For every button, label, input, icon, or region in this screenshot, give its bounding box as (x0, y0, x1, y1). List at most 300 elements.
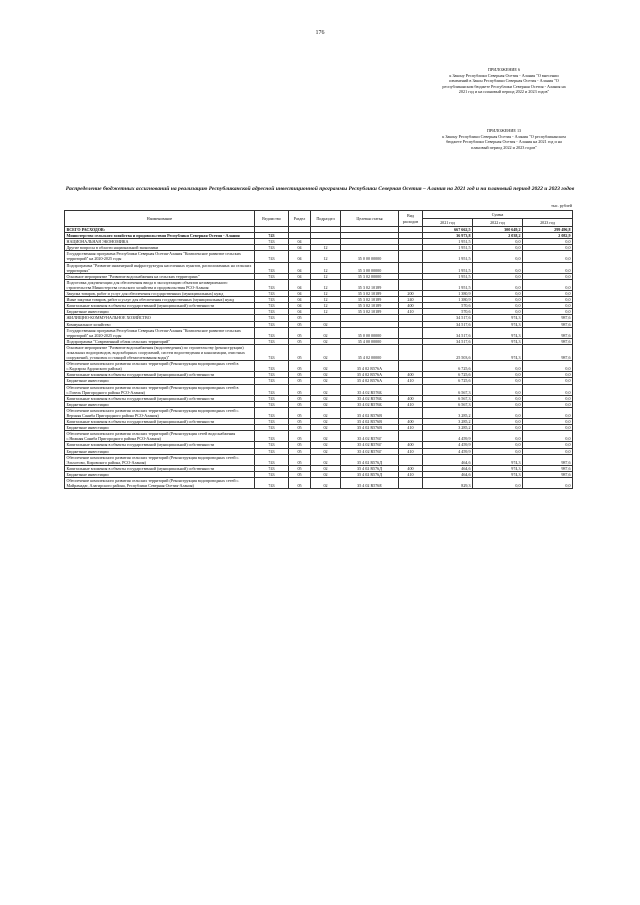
cell-section: 05 (289, 338, 311, 344)
cell-name: ВСЕГО РАСХОДОВ: (65, 227, 255, 233)
header-subsection: Подраздел (311, 211, 341, 227)
cell-target-article: 35 4 02 R576Е (341, 478, 399, 489)
cell-amount-2022: 0,0 (473, 425, 523, 431)
cell-amount-2023: 987,6 (523, 454, 573, 465)
cell-ministry: 743 (255, 291, 289, 297)
cell-amount-2021: 6 567,3 (423, 395, 473, 401)
cell-target-article: 35 3 02 10189 (341, 303, 399, 309)
cell-amount-2022: 0,0 (473, 401, 523, 407)
cell-amount-2022: 974,3 (473, 344, 523, 360)
cell-amount-2021: 4 459,9 (423, 442, 473, 448)
cell-amount-2021: 34 517,6 (423, 327, 473, 338)
cell-ministry: 743 (255, 239, 289, 245)
cell-ministry: 743 (255, 321, 289, 327)
cell-amount-2023: 987,6 (523, 471, 573, 477)
cell-amount-2021: 34 517,6 (423, 321, 473, 327)
cell-section: 04 (289, 297, 311, 303)
table-row (65, 478, 573, 489)
cell-target-article: 35 3 02 10189 (341, 291, 399, 297)
cell-section: 04 (289, 303, 311, 309)
cell-name: Подпрограмма "Развитие инженерной инфраструктуры населенных пунктов, расположенных на сельских территориях" (65, 262, 255, 273)
cell-ministry: 743 (255, 303, 289, 309)
cell-target-article: 35 4 02 R576Д (341, 465, 399, 471)
cell-section: 05 (289, 327, 311, 338)
cell-subsection: 02 (311, 407, 341, 418)
cell-section: 04 (289, 279, 311, 290)
cell-subsection: 12 (311, 262, 341, 273)
cell-amount-2023: 0,0 (523, 361, 573, 372)
cell-amount-2022: 0,0 (473, 419, 523, 425)
cell-expense-type: 410 (399, 471, 423, 477)
cell-amount-2021: 3 285,2 (423, 407, 473, 418)
cell-amount-2021: 1 951,5 (423, 245, 473, 251)
cell-expense-type (399, 431, 423, 442)
cell-amount-2021: 1 951,5 (423, 273, 473, 279)
cell-subsection: 02 (311, 378, 341, 384)
cell-name: Бюджетные инвестиции (65, 471, 255, 477)
cell-amount-2021: 1 951,5 (423, 251, 473, 262)
cell-name: Основное мероприятие "Развитие водоснабжения (водоотведения) по строительству (реконструкции) локальных водопроводов, водозаборных сооружений, систем водоотведения и канализации, очистных сооружений, установок и станций обезжелезивания воды)" (65, 344, 255, 360)
cell-section: 05 (289, 321, 311, 327)
cell-amount-2023: 0,0 (523, 384, 573, 395)
cell-ministry: 743 (255, 407, 289, 418)
cell-amount-2022: 0,0 (473, 262, 523, 273)
cell-ministry: 743 (255, 448, 289, 454)
cell-amount-2023: 0,0 (523, 378, 573, 384)
cell-section: 05 (289, 401, 311, 407)
cell-target-article: 35 4 02 R576Г (341, 442, 399, 448)
cell-amount-2022: 0,0 (473, 309, 523, 315)
cell-target-article: 35 4 02 R576В (341, 425, 399, 431)
cell-amount-2023: 0,0 (523, 442, 573, 448)
cell-amount-2023: 0,0 (523, 401, 573, 407)
cell-amount-2021: 570,6 (423, 303, 473, 309)
cell-expense-type (399, 361, 423, 372)
cell-ministry: 743 (255, 478, 289, 489)
appendix-6-header (440, 67, 568, 95)
cell-amount-2022: 974,3 (473, 315, 523, 321)
cell-section: 04 (289, 262, 311, 273)
cell-amount-2023: 0,0 (523, 431, 573, 442)
cell-name: Капитальные вложения в объекты государственной (муниципальной) собственности (65, 303, 255, 309)
table-row (65, 251, 573, 262)
cell-amount-2023: 299 496,8 (523, 227, 573, 233)
cell-name: Бюджетные инвестиции (65, 401, 255, 407)
cell-amount-2021: 4 459,9 (423, 448, 473, 454)
cell-ministry: 743 (255, 442, 289, 448)
cell-target-article: 35 3 02 10189 (341, 309, 399, 315)
cell-expense-type (399, 327, 423, 338)
cell-name: Капитальные вложения в объекты государственной (муниципальной) собственности (65, 372, 255, 378)
cell-amount-2021: 34 517,6 (423, 338, 473, 344)
cell-section: 04 (289, 291, 311, 297)
cell-amount-2023: 0,0 (523, 372, 573, 378)
cell-amount-2022: 300 649,2 (473, 227, 523, 233)
cell-expense-type (399, 262, 423, 273)
cell-ministry: 743 (255, 465, 289, 471)
cell-expense-type: 410 (399, 425, 423, 431)
cell-expense-type: 240 (399, 297, 423, 303)
cell-section: 05 (289, 448, 311, 454)
cell-name: Обеспечение комплексного развития сельских территорий (Реконструкция водопроводных сетей с. Майрамадаг, Алагирского района, Республики Северная Осетия-Алания) (65, 478, 255, 489)
cell-amount-2021: 570,6 (423, 309, 473, 315)
cell-target-article: 35 4 02 R576А (341, 372, 399, 378)
cell-section: 04 (289, 245, 311, 251)
cell-subsection: 12 (311, 291, 341, 297)
cell-ministry: 743 (255, 425, 289, 431)
cell-amount-2023: 0,0 (523, 309, 573, 315)
cell-section: 05 (289, 471, 311, 477)
cell-expense-type: 410 (399, 401, 423, 407)
header-sum: Сумма (423, 211, 573, 219)
cell-amount-2021: 464,6 (423, 465, 473, 471)
cell-amount-2022: 2 038,2 (473, 233, 523, 239)
cell-target-article: 35 4 02 R576В (341, 419, 399, 425)
cell-amount-2023: 0,0 (523, 251, 573, 262)
cell-name: Закупка товаров, работ и услуг для обеспечения государственных (муниципальных) нужд (65, 291, 255, 297)
cell-expense-type: 400 (399, 372, 423, 378)
cell-amount-2022: 0,0 (473, 372, 523, 378)
cell-target-article: 35 4 02 R576А (341, 378, 399, 384)
cell-expense-type: 400 (399, 465, 423, 471)
cell-subsection: 02 (311, 361, 341, 372)
cell-name: Государственная программа Республики Северная Осетия-Алания "Комплексное развитие сельских территорий" на 2020-2025 годы (65, 327, 255, 338)
cell-section: 05 (289, 315, 311, 321)
appendix-13-header (440, 128, 568, 150)
cell-subsection: 02 (311, 327, 341, 338)
cell-expense-type (399, 407, 423, 418)
cell-amount-2021: 36 973,8 (423, 233, 473, 239)
cell-name: Капитальные вложения в объекты государственной (муниципальной) собственности (65, 419, 255, 425)
cell-amount-2022: 0,0 (473, 251, 523, 262)
table-row (65, 361, 573, 372)
table-row (65, 262, 573, 273)
cell-ministry: 743 (255, 233, 289, 239)
cell-amount-2022: 0,0 (473, 407, 523, 418)
cell-amount-2023: 0,0 (523, 262, 573, 273)
cell-subsection: 02 (311, 448, 341, 454)
cell-amount-2021: 464,6 (423, 471, 473, 477)
cell-amount-2023: 987,6 (523, 327, 573, 338)
cell-target-article: 35 4 02 R576Г (341, 431, 399, 442)
cell-target-article: 35 3 02 10189 (341, 297, 399, 303)
header-2021: 2021 год (423, 219, 473, 227)
cell-target-article: 35 4 02 R576Б (341, 384, 399, 395)
cell-name: Бюджетные инвестиции (65, 448, 255, 454)
cell-target-article: 35 4 02 R576Д (341, 454, 399, 465)
cell-ministry: 743 (255, 344, 289, 360)
cell-expense-type: 410 (399, 309, 423, 315)
cell-expense-type: 400 (399, 303, 423, 309)
cell-ministry: 743 (255, 279, 289, 290)
header-2022: 2022 год (473, 219, 523, 227)
cell-ministry: 743 (255, 361, 289, 372)
cell-ministry: 743 (255, 245, 289, 251)
cell-amount-2022: 974,3 (473, 338, 523, 344)
cell-amount-2022: 0,0 (473, 431, 523, 442)
cell-target-article: 35 4 02 R576Б (341, 395, 399, 401)
cell-section: 05 (289, 454, 311, 465)
cell-ministry: 743 (255, 309, 289, 315)
cell-amount-2023: 0,0 (523, 303, 573, 309)
appendix-13-text: к Закону Республики Северная Осетия - Алания "О республиканском бюджете Республики Северная Осетия - Алания на 2021 год и на плановый период 2022 и 2023 годов" (442, 133, 566, 150)
cell-name: Подготовка документации для обеспечения ввода в эксплуатацию объектов незавершенного строительства Министерства сельского хозяйства и продовольствия РСО-Алания (65, 279, 255, 290)
cell-amount-2023: 987,6 (523, 465, 573, 471)
cell-target-article: 35 4 02 R576В (341, 407, 399, 418)
cell-amount-2023: 0,0 (523, 239, 573, 245)
cell-expense-type (399, 344, 423, 360)
cell-amount-2021: 6 725,6 (423, 378, 473, 384)
cell-expense-type: 410 (399, 378, 423, 384)
table-row (65, 431, 573, 442)
cell-subsection: 02 (311, 478, 341, 489)
cell-amount-2022: 0,0 (473, 245, 523, 251)
cell-amount-2023: 0,0 (523, 478, 573, 489)
cell-name: Иные закупки товаров, работ и услуг для обеспечения государственных (муниципальных) нужд (65, 297, 255, 303)
cell-expense-type: 410 (399, 448, 423, 454)
cell-target-article: 35 4 02 00000 (341, 344, 399, 360)
cell-amount-2023: 987,6 (523, 344, 573, 360)
cell-amount-2021: 6 567,3 (423, 384, 473, 395)
cell-expense-type: 400 (399, 419, 423, 425)
cell-ministry: 743 (255, 338, 289, 344)
cell-amount-2023: 0,0 (523, 395, 573, 401)
cell-subsection: 02 (311, 465, 341, 471)
cell-amount-2021: 3 285,2 (423, 419, 473, 425)
cell-amount-2023: 0,0 (523, 291, 573, 297)
cell-section: 04 (289, 309, 311, 315)
appendix-6-title: ПРИЛОЖЕНИЕ 6 (487, 67, 521, 72)
cell-amount-2022: 0,0 (473, 361, 523, 372)
cell-section: 05 (289, 344, 311, 360)
cell-name: Бюджетные инвестиции (65, 378, 255, 384)
cell-expense-type (399, 279, 423, 290)
cell-ministry: 743 (255, 419, 289, 425)
cell-section: 05 (289, 465, 311, 471)
cell-ministry: 743 (255, 395, 289, 401)
cell-subsection: 02 (311, 395, 341, 401)
cell-section: 05 (289, 425, 311, 431)
cell-amount-2022: 974,3 (473, 321, 523, 327)
cell-target-article: 35 4 02 R576Б (341, 401, 399, 407)
cell-amount-2022: 974,3 (473, 327, 523, 338)
cell-amount-2021: 25 503,6 (423, 344, 473, 360)
cell-section: 05 (289, 384, 311, 395)
cell-name: Бюджетные инвестиции (65, 309, 255, 315)
cell-amount-2021: 1 380,9 (423, 297, 473, 303)
cell-amount-2023: 0,0 (523, 279, 573, 290)
cell-expense-type (399, 454, 423, 465)
cell-ministry: 743 (255, 401, 289, 407)
cell-expense-type (399, 384, 423, 395)
cell-amount-2022: 0,0 (473, 239, 523, 245)
cell-subsection: 02 (311, 321, 341, 327)
cell-expense-type (399, 478, 423, 489)
cell-name: Государственная программа Республики Северная Осетия-Алания "Комплексное развитие сельских территорий" на 2020-2025 годы (65, 251, 255, 262)
cell-subsection: 02 (311, 425, 341, 431)
cell-section: 04 (289, 239, 311, 245)
cell-amount-2023: 0,0 (523, 425, 573, 431)
table-row (65, 384, 573, 395)
cell-amount-2023: 987,6 (523, 321, 573, 327)
cell-ministry: 743 (255, 431, 289, 442)
cell-amount-2022: 0,0 (473, 279, 523, 290)
cell-target-article: 35 3 02 10189 (341, 279, 399, 290)
cell-amount-2023: 2 082,9 (523, 233, 573, 239)
cell-section: 04 (289, 251, 311, 262)
table-body (65, 227, 573, 489)
cell-expense-type: 400 (399, 395, 423, 401)
cell-section: 04 (289, 273, 311, 279)
header-target-article: Целевая статья (341, 211, 399, 227)
cell-amount-2021: 829,3 (423, 478, 473, 489)
table-row (65, 454, 573, 465)
cell-amount-2023: 0,0 (523, 448, 573, 454)
document-title: Распределение бюджетных ассигнований на реализацию Республиканской адресной инвестиционной программы Республики Северная Осетия – Алания на 2021 год и на плановый период 2022 и 2023 годов (65, 186, 575, 192)
cell-section: 05 (289, 419, 311, 425)
cell-section: 05 (289, 442, 311, 448)
cell-subsection: 02 (311, 372, 341, 378)
cell-section: 05 (289, 431, 311, 442)
cell-ministry: 743 (255, 262, 289, 273)
cell-amount-2023: 0,0 (523, 273, 573, 279)
cell-section: 05 (289, 372, 311, 378)
cell-amount-2022: 0,0 (473, 291, 523, 297)
cell-target-article: 35 4 02 R576Г (341, 448, 399, 454)
cell-section: 05 (289, 361, 311, 372)
cell-amount-2023: 0,0 (523, 419, 573, 425)
cell-amount-2021: 1 380,9 (423, 291, 473, 297)
cell-name: Обеспечение комплексного развития сельских территорий (Реконструкция водопроводных сетей в с.Гизель Пригородного района РСО-Алания) (65, 384, 255, 395)
cell-section: 05 (289, 407, 311, 418)
header-name: Наименование (65, 211, 255, 227)
cell-name: Обеспечение комплексного развития сельских территорий (Реконструкция водопроводных сетей с. Верхняя Саниба Пригородного района РСО-Алания) (65, 407, 255, 418)
cell-name: Капитальные вложения в объекты государственной (муниципальной) собственности (65, 465, 255, 471)
cell-target-article: 35 3 02 00000 (341, 273, 399, 279)
appendix-6-text: к Закону Республики Северная Осетия - Алания "О внесении изменений в Закон Республики Северная Осетия - Алания "О республиканском бюджете Республики Северная Осетия - Алания на 2021 год и на плановый период 2022 и 2023 годов" (442, 72, 566, 95)
cell-subsection: 12 (311, 279, 341, 290)
cell-subsection: 02 (311, 442, 341, 448)
cell-amount-2022: 974,3 (473, 465, 523, 471)
cell-amount-2022: 974,3 (473, 454, 523, 465)
cell-subsection: 12 (311, 303, 341, 309)
cell-name: ЖИЛИЩНО-КОММУНАЛЬНОЕ ХОЗЯЙСТВО (65, 315, 255, 321)
cell-amount-2021: 3 285,2 (423, 425, 473, 431)
cell-expense-type: 400 (399, 442, 423, 448)
cell-ministry: 743 (255, 315, 289, 321)
cell-name: Министерство сельского хозяйства и продовольствия Республики Северная Осетия - Алания (65, 233, 255, 239)
cell-amount-2021: 1 951,5 (423, 279, 473, 290)
cell-amount-2021: 667 662,5 (423, 227, 473, 233)
cell-amount-2023: 987,6 (523, 338, 573, 344)
cell-ministry: 743 (255, 297, 289, 303)
cell-subsection: 02 (311, 401, 341, 407)
cell-amount-2022: 0,0 (473, 395, 523, 401)
cell-amount-2022: 0,0 (473, 303, 523, 309)
budget-table (64, 210, 573, 489)
cell-ministry: 743 (255, 273, 289, 279)
cell-amount-2022: 0,0 (473, 478, 523, 489)
cell-name: Обеспечение комплексного развития сельских территорий (Реконструкция водопроводных сетей с. Эльхотово, Кировского района, РСО-Алания) (65, 454, 255, 465)
table-row (65, 327, 573, 338)
cell-subsection: 02 (311, 419, 341, 425)
cell-amount-2021: 34 517,6 (423, 315, 473, 321)
cell-amount-2022: 0,0 (473, 273, 523, 279)
header-ministry: Ведомство (255, 211, 289, 227)
cell-ministry: 743 (255, 454, 289, 465)
cell-subsection: 02 (311, 344, 341, 360)
cell-amount-2023: 0,0 (523, 407, 573, 418)
cell-name: Коммунальное хозяйство (65, 321, 255, 327)
cell-subsection: 12 (311, 297, 341, 303)
page-number: 176 (315, 30, 325, 36)
cell-subsection: 02 (311, 338, 341, 344)
cell-ministry: 743 (255, 327, 289, 338)
cell-name: Бюджетные инвестиции (65, 425, 255, 431)
cell-target-article: 35 0 00 00000 (341, 327, 399, 338)
table-row (65, 344, 573, 360)
cell-subsection: 12 (311, 273, 341, 279)
cell-subsection: 02 (311, 384, 341, 395)
cell-amount-2021: 1 951,5 (423, 239, 473, 245)
cell-amount-2021: 1 951,5 (423, 262, 473, 273)
cell-amount-2022: 0,0 (473, 448, 523, 454)
units-label: тыс. рублей (551, 203, 572, 208)
cell-name: Обеспечение комплексного развития сельских территорий (Реконструкция водопроводных сетей в с.Кадгарон Ардонского района) (65, 361, 255, 372)
cell-amount-2023: 987,6 (523, 315, 573, 321)
cell-amount-2022: 974,3 (473, 471, 523, 477)
cell-subsection: 12 (311, 251, 341, 262)
cell-target-article: 35 4 00 00000 (341, 338, 399, 344)
cell-section: 05 (289, 478, 311, 489)
cell-amount-2021: 6 725,6 (423, 372, 473, 378)
cell-target-article: 35 4 02 R576Д (341, 471, 399, 477)
cell-amount-2021: 6 725,6 (423, 361, 473, 372)
cell-target-article: 35 0 00 00000 (341, 251, 399, 262)
cell-ministry: 743 (255, 378, 289, 384)
header-section: Раздел (289, 211, 311, 227)
header-2023: 2023 год (523, 219, 573, 227)
table-row (65, 279, 573, 290)
cell-name: Другие вопросы в области национальной экономики (65, 245, 255, 251)
cell-name: Основное мероприятие "Развитие водоснабжения на сельских территориях" (65, 273, 255, 279)
cell-amount-2022: 0,0 (473, 297, 523, 303)
cell-ministry: 743 (255, 471, 289, 477)
cell-section: 05 (289, 395, 311, 401)
cell-amount-2021: 6 567,3 (423, 401, 473, 407)
cell-subsection: 02 (311, 471, 341, 477)
cell-subsection: 02 (311, 454, 341, 465)
cell-amount-2023: 0,0 (523, 245, 573, 251)
cell-ministry: 743 (255, 372, 289, 378)
cell-subsection: 02 (311, 431, 341, 442)
cell-name: Подпрограмма "Современный облик сельских территорий" (65, 338, 255, 344)
cell-expense-type (399, 251, 423, 262)
cell-ministry: 743 (255, 251, 289, 262)
table-row (65, 407, 573, 418)
header-expense-type: Вид расходов (399, 211, 423, 227)
cell-amount-2021: 464,6 (423, 454, 473, 465)
appendix-13-title: ПРИЛОЖЕНИЕ 13 (486, 128, 522, 133)
cell-subsection: 12 (311, 245, 341, 251)
cell-amount-2022: 0,0 (473, 378, 523, 384)
cell-name: Обеспечение комплексного развития сельских территорий (Реконструкция сетей водоснабжения с.Нижняя Саниба Пригородного района РСО-Алания) (65, 431, 255, 442)
cell-ministry: 743 (255, 384, 289, 395)
cell-amount-2022: 0,0 (473, 384, 523, 395)
cell-target-article: 35 3 00 00000 (341, 262, 399, 273)
cell-target-article: 35 4 02 R576А (341, 361, 399, 372)
cell-amount-2023: 0,0 (523, 297, 573, 303)
